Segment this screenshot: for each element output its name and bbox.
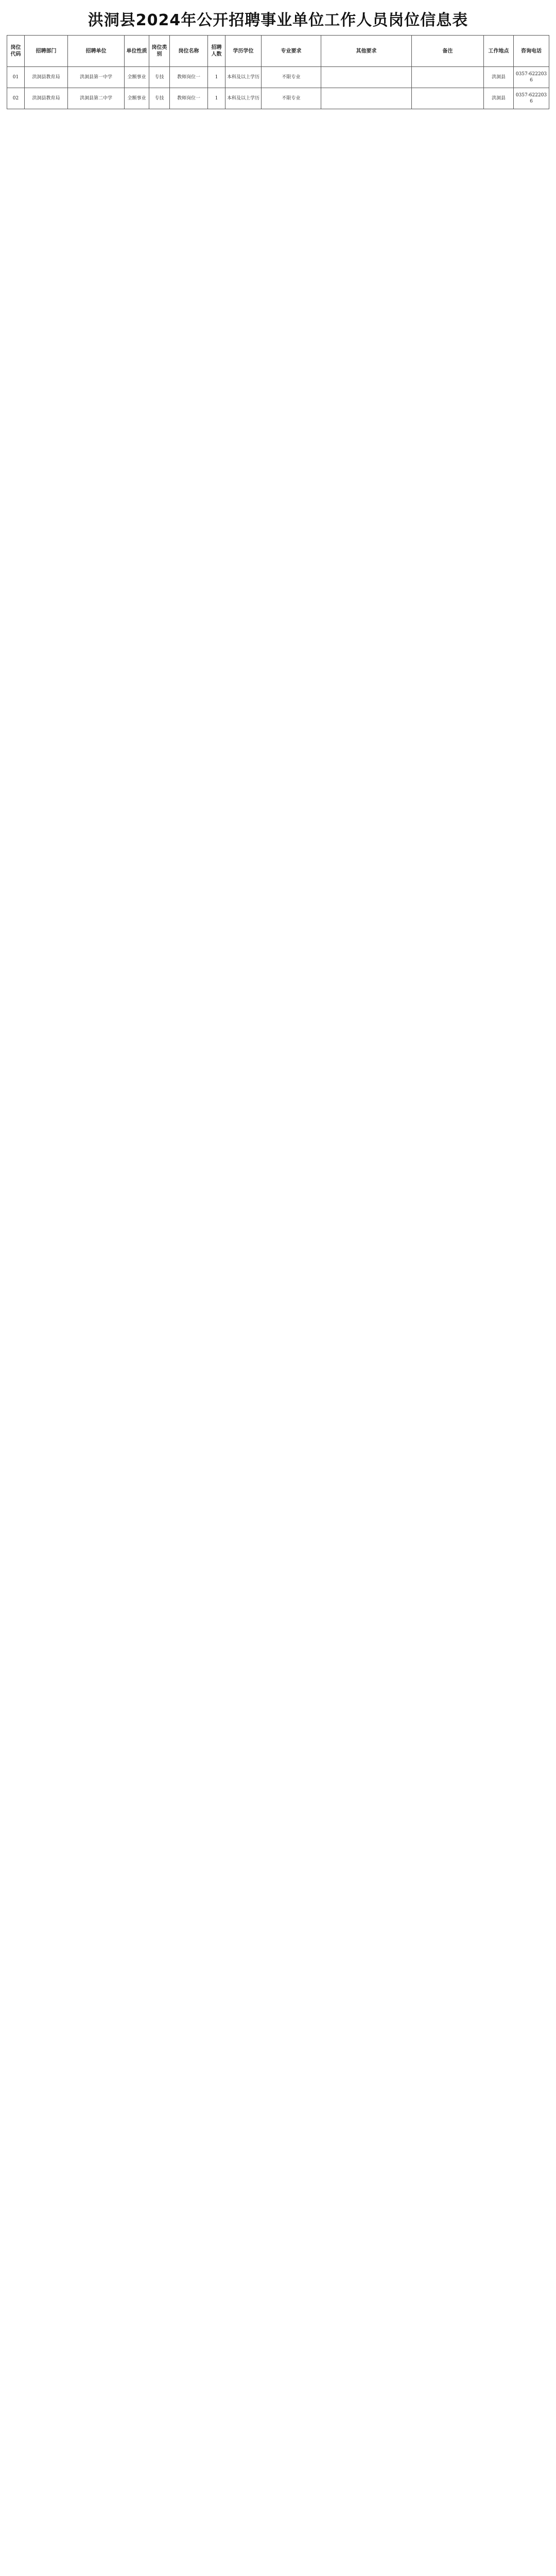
- count-cell: 1: [208, 67, 225, 88]
- dept-cell: 洪洞县教育局: [25, 88, 68, 109]
- unit-cell: 洪洞县第一中学: [68, 67, 125, 88]
- remark-cell: [412, 88, 484, 109]
- page-title: 洪洞县2024年公开招聘事业单位工作人员岗位信息表: [88, 11, 468, 29]
- header-cell: 招聘部门: [25, 36, 68, 67]
- category-cell: 专技: [149, 67, 170, 88]
- place-cell: 洪洞县: [484, 67, 514, 88]
- post-code-cell: 01: [7, 67, 25, 88]
- dept-cell: 洪洞县教育局: [25, 67, 68, 88]
- post-name-cell: 教师岗位一: [170, 67, 208, 88]
- other-requirements-cell: [321, 88, 412, 109]
- post-name-cell: 教师岗位一: [170, 88, 208, 109]
- header-cell: 学历学位: [225, 36, 262, 67]
- header-cell: 岗位类别: [149, 36, 170, 67]
- remark-cell: [412, 67, 484, 88]
- post-code-cell: 02: [7, 88, 25, 109]
- unit-cell: 洪洞县第二中学: [68, 88, 125, 109]
- education-cell: 本科及以上学历: [225, 88, 262, 109]
- header-cell: 岗位代码: [7, 36, 25, 67]
- header-cell: 专业要求: [262, 36, 321, 67]
- other-requirements-cell: [321, 67, 412, 88]
- header-cell: 备注: [412, 36, 484, 67]
- phone-cell: 0357-6222036: [514, 67, 549, 88]
- header-cell: 单位性质: [125, 36, 149, 67]
- major-cell: 不限专业: [262, 67, 321, 88]
- header-cell: 工作地点: [484, 36, 514, 67]
- nature-cell: 全额事业: [125, 88, 149, 109]
- count-cell: 1: [208, 88, 225, 109]
- place-cell: 洪洞县: [484, 88, 514, 109]
- header-cell: 岗位名称: [170, 36, 208, 67]
- table-header-row: [7, 36, 549, 67]
- header-cell: 其他要求: [321, 36, 412, 67]
- header-cell: 招聘单位: [68, 36, 125, 67]
- header-cell: 咨询电话: [514, 36, 549, 67]
- nature-cell: 全额事业: [125, 67, 149, 88]
- table-row: [7, 88, 549, 109]
- post-table: [7, 35, 549, 109]
- education-cell: 本科及以上学历: [225, 67, 262, 88]
- major-cell: 不限专业: [262, 88, 321, 109]
- category-cell: 专技: [149, 88, 170, 109]
- table-row: [7, 67, 549, 88]
- header-cell: 招聘人数: [208, 36, 225, 67]
- phone-cell: 0357-6222036: [514, 88, 549, 109]
